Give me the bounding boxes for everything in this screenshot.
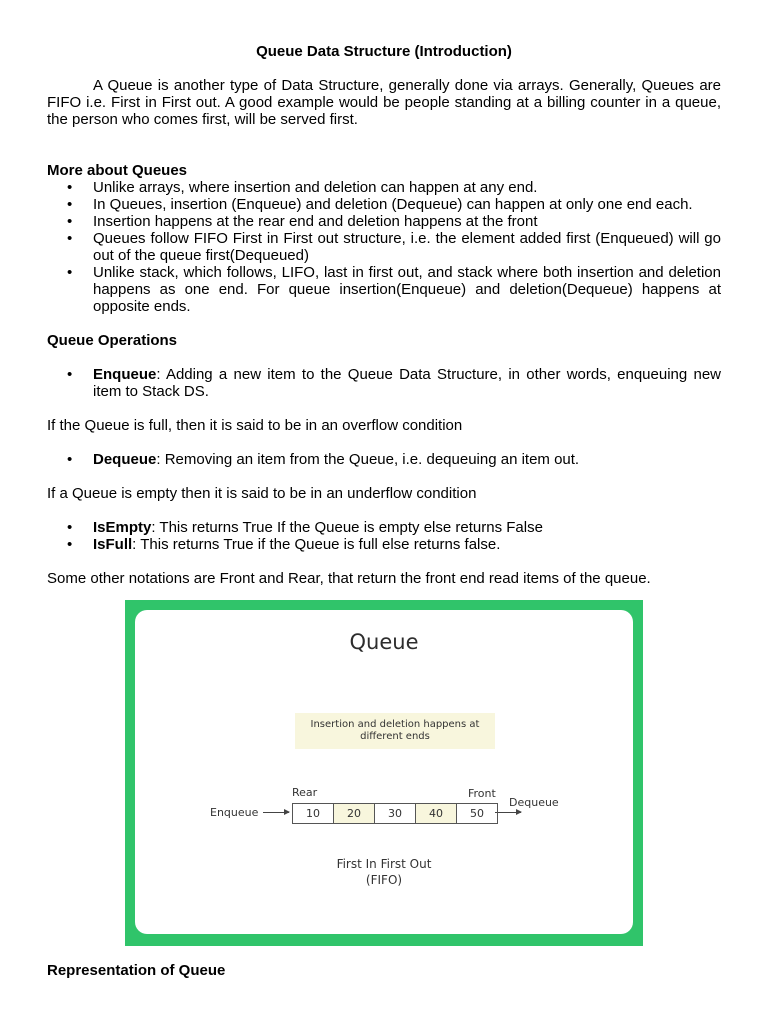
figure-note bbox=[295, 713, 495, 749]
notations-paragraph: Some other notations are Front and Rear, that return the front end read items of the queue. bbox=[47, 570, 651, 587]
figure-caption bbox=[135, 856, 633, 888]
status-list bbox=[47, 519, 721, 553]
isempty-term: IsEmpty bbox=[93, 519, 152, 536]
bullet-icon: • bbox=[67, 213, 73, 230]
isempty-description: : This returns True If the Queue is empty else returns False bbox=[151, 519, 543, 536]
list-item-dequeue bbox=[47, 451, 721, 468]
list-item-isfull bbox=[47, 536, 721, 553]
queue-cell: 10 bbox=[293, 804, 334, 823]
bullet-icon: • bbox=[67, 536, 73, 553]
dequeue-label: Dequeue bbox=[509, 796, 559, 809]
bullet-icon: • bbox=[67, 230, 73, 247]
overflow-paragraph: If the Queue is full, then it is said to be in an overflow condition bbox=[47, 417, 463, 434]
enqueue-term: Enqueue bbox=[93, 366, 157, 383]
dequeue-arrow-icon bbox=[495, 812, 521, 813]
bullet-icon: • bbox=[67, 264, 73, 281]
queue-figure-panel bbox=[135, 610, 633, 934]
list-item: • Insertion happens at the rear end and deletion happens at the front bbox=[67, 213, 538, 230]
list-item-enqueue bbox=[47, 366, 721, 400]
dequeue-term: Dequeue bbox=[93, 451, 157, 468]
underflow-paragraph: If a Queue is empty then it is said to be in an underflow condition bbox=[47, 485, 477, 502]
bullet-icon: • bbox=[67, 451, 73, 468]
queue-operations-heading: Queue Operations bbox=[47, 332, 178, 349]
queue-cell: 20 bbox=[334, 804, 375, 823]
bullet-icon: • bbox=[67, 366, 73, 383]
bullet-icon: • bbox=[67, 519, 73, 536]
isfull-term: IsFull bbox=[93, 536, 133, 553]
bullet-icon: • bbox=[67, 196, 73, 213]
enqueue-label: Enqueue bbox=[210, 806, 259, 819]
list-item: • In Queues, insertion (Enqueue) and deletion (Dequeue) can happen at only one end each. bbox=[67, 196, 693, 213]
more-about-list bbox=[47, 179, 721, 315]
document-title: Queue Data Structure (Introduction) bbox=[256, 43, 512, 60]
queue-figure bbox=[125, 600, 643, 946]
enqueue-description: : Adding a new item to the Queue Data Structure, in other words, enqueuing new item to Stack DS. bbox=[93, 366, 721, 400]
bullet-icon: • bbox=[67, 179, 73, 196]
queue-array bbox=[292, 803, 498, 824]
list-item: • Unlike stack, which follows, LIFO, last in first out, and stack where both insertion and deletion happens as one end. For queue insertion(Enqueue) and deletion(Dequeue) happens at opposite ends. bbox=[67, 264, 721, 315]
intro-paragraph: A Queue is another type of Data Structure, generally done via arrays. Generally, Queues are FIFO i.e. First in First out. A good example would be people standing at a billing counter in a queue, the person who comes first, will be served first. bbox=[47, 77, 721, 128]
dequeue-description: : Removing an item from the Queue, i.e. dequeuing an item out. bbox=[156, 451, 580, 468]
figure-title: Queue bbox=[349, 630, 419, 654]
front-label: Front bbox=[468, 787, 496, 800]
figure-caption-line2: (FIFO) bbox=[365, 873, 403, 887]
queue-cell: 30 bbox=[375, 804, 416, 823]
list-item-isempty bbox=[47, 519, 721, 536]
queue-cell: 50 bbox=[470, 807, 484, 820]
list-item: • Queues follow FIFO First in First out structure, i.e. the element added first (Enqueued) will go out of the queue first(Dequeued) bbox=[67, 230, 721, 264]
list-item: • Unlike arrays, where insertion and deletion can happen at any end. bbox=[67, 179, 538, 196]
dequeue-list bbox=[47, 451, 721, 468]
enqueue-arrow-icon bbox=[263, 812, 289, 813]
more-about-heading: More about Queues bbox=[47, 162, 188, 179]
isfull-description: : This returns True if the Queue is full else returns false. bbox=[132, 536, 501, 553]
enqueue-list bbox=[47, 366, 721, 400]
rear-label: Rear bbox=[292, 786, 318, 799]
representation-heading: Representation of Queue bbox=[47, 962, 226, 979]
queue-cell: 40 bbox=[416, 804, 457, 823]
figure-note-text: Insertion and deletion happens at different ends bbox=[310, 719, 480, 742]
figure-caption-line1: First In First Out bbox=[336, 857, 432, 871]
document-body bbox=[47, 43, 721, 604]
